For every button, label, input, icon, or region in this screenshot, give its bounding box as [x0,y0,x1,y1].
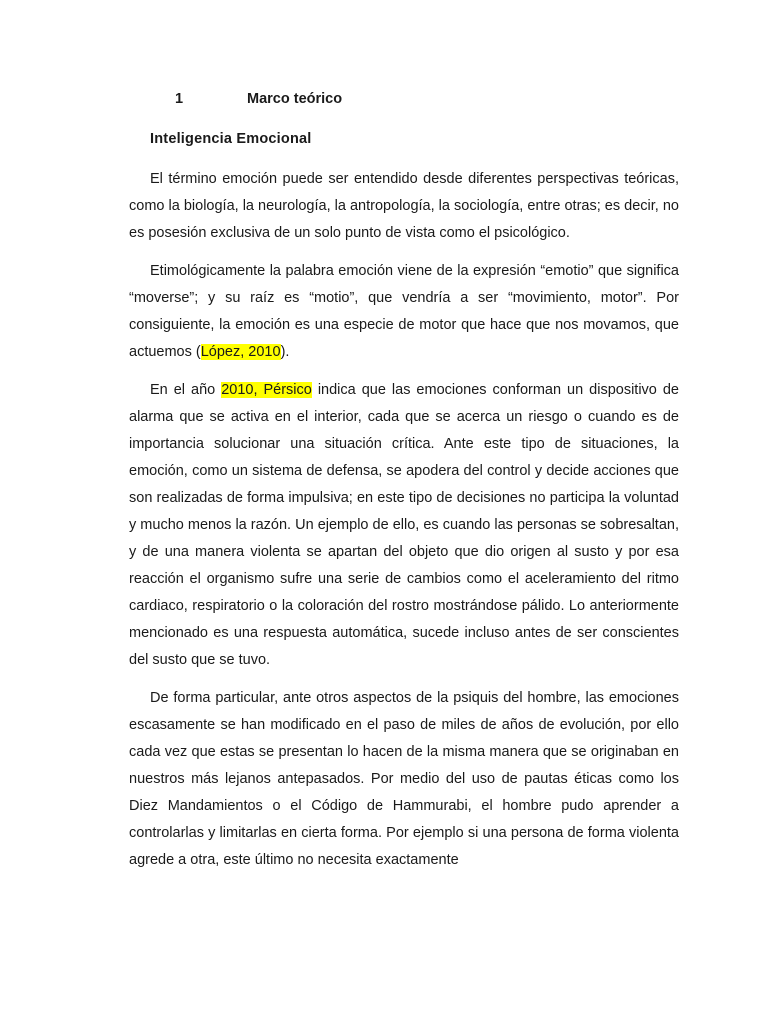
subsection-heading: Inteligencia Emocional [150,131,312,147]
paragraph-3 [129,377,679,674]
section-heading [175,91,342,107]
paragraph-4: De forma particular, ante otros aspectos de la psiquis del hombre, las emociones escasamente se han modificado en el paso de miles de años de evolución, por ello cada vez que estas se presentan lo hacen de la misma manera que se originaban en nuestros más lejanos antepasados. Por medio del uso de pautas éticas como los Diez Mandamientos o el Código de Hammurabi, el hombre pudo aprender a controlarlas y limitarlas en cierta forma. Por ejemplo si una persona de forma violenta agrede a otra, este último no necesita exactamente [129,690,679,868]
citation-highlight-lopez: López, 2010 [200,344,281,360]
citation-highlight-persico: 2010, Pérsico [221,382,312,398]
paragraph-2-end: ). [280,344,290,360]
section-title: Marco teórico [247,91,343,107]
paragraph-3-text: indica que las emociones conforman un dispositivo de alarma que se activa en el interior, cada que se acerca un riesgo o cuando es de importancia solucionar una situación crítica. Ante este tipo de situaciones, la emoción, como un sistema de defensa, se apodera del control y decide acciones que son realizadas de forma impulsiva; en este tipo de decisiones no participa la voluntad y mucho menos la razón. Un ejemplo de ello, es cuando las personas se sobresaltan, y de una manera violenta se apartan del objeto que dio origen al susto y por esa reacción el organismo sufre una serie de cambios como el aceleramiento del ritmo cardiaco, respiratorio o la coloración del rostro mostrándose pálido. Lo anteriormente mencionado es una respuesta automática, sucede incluso antes de ser conscientes del susto que se tuvo. [129,382,679,668]
section-number: 1 [175,91,184,107]
paragraph-1: El término emoción puede ser entendido desde diferentes perspectivas teóricas, como la biología, la neurología, la antropología, la sociología, entre otras; es decir, no es posesión exclusiva de un solo punto de vista como el psicológico. [129,171,679,241]
paragraph-3-start: En el año [150,382,222,398]
paragraph-2 [129,258,679,366]
body-text [129,166,679,885]
paragraph-2-text: Etimológicamente la palabra emoción viene de la expresión “emotio” que significa “moverse”; y su raíz es “motio”, que vendría a ser “movimiento, motor”. Por consiguiente, la emoción es una especie de motor que hace que nos movamos, que actuemos ( [129,263,679,360]
